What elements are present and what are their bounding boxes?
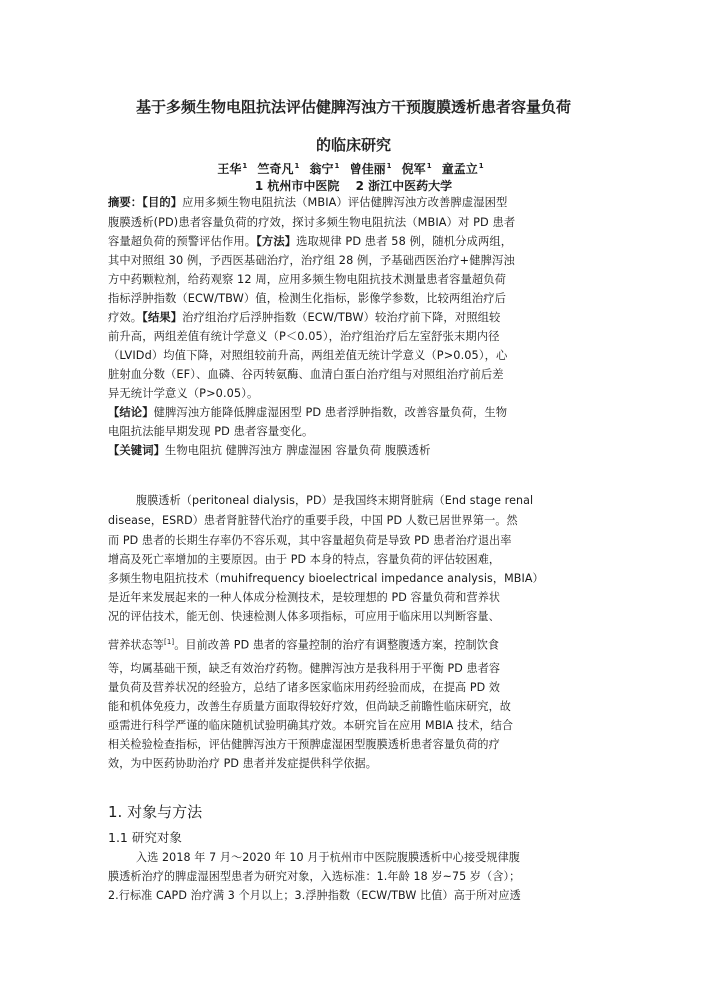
section-body-line: 2.行标准 CAPD 治疗满 3 个月以上；3.浮肿指数（ECW/TBW 比值）高于所对应透 (108, 889, 521, 902)
citation-ref: [1] (163, 638, 175, 646)
intro-line: 是近年来发展起来的一种人体成分检测技术，是较理想的 PD 容量负荷和营养状 (108, 591, 501, 604)
author-affil-mark: 1 (294, 162, 300, 170)
author-name: 王华 (217, 162, 242, 176)
section-body-line: 膜透析治疗的脾虚湿困型患者为研究对象，入选标准：1.年龄 18 岁~75 岁（含）； (108, 870, 521, 883)
section-heading: 1. 对象与方法 (108, 803, 203, 821)
author-affil-mark: 1 (242, 162, 248, 170)
keywords-line: 【关键词】生物电阻抗 健脾泻浊方 脾虚湿困 容量负荷 腹膜透析 (108, 444, 431, 457)
abstract-label: 摘要：【目的】 (108, 196, 183, 209)
intro-line: 量负荷及营养状况的经验方，总结了诸多医家临床用药经验而成，在提高 PD 效 (108, 681, 501, 694)
intro-line: 多频生物电阻抗技术（muhifrequency bioelectrical impedance analysis，MBIA） (108, 572, 544, 585)
intro-line: 腹膜透析（peritoneal dialysis，PD）是我国终末期肾脏病（End stage renal (136, 494, 534, 507)
abstract-line: 容量超负荷的预警评估作用。【方法】选取规律 PD 患者 58 例，随机分成两组， (108, 235, 513, 248)
author-name: 童孟立 (441, 162, 478, 176)
abstract-line: 方中药颗粒剂，给药观察 12 周，应用多频生物电阻抗技术测量患者容量超负荷 (108, 273, 507, 286)
intro-line: 等，均属基础干预，缺乏有效治疗药物。健脾泻浊方是我科用于平衡 PD 患者容 (108, 662, 501, 675)
results-label: 【结果】 (142, 311, 183, 324)
author-name: 曾佳丽 (349, 162, 386, 176)
author-name: 倪军 (401, 162, 426, 176)
abstract-line: 前升高，两组差值有统计学意义（P＜0.05），治疗组治疗后左室舒张末期内径 (108, 330, 500, 343)
intro-line: disease，ESRD）患者肾脏替代治疗的重要手段，中国 PD 人数已居世界第一。然 (108, 514, 518, 527)
intro-line: 营养状态等[1]。目前改善 PD 患者的容量控制的治疗有调整腹透方案，控制饮食 (108, 638, 500, 652)
author-name: 竺奇凡 (257, 162, 294, 176)
author-affil-mark: 1 (386, 162, 392, 170)
abstract-line: 疗效。【结果】治疗组治疗后浮肿指数（ECW/TBW）较治疗前下降，对照组较 (108, 311, 501, 324)
intro-line: 而 PD 患者的长期生存率仍不容乐观，其中容量超负荷是导致 PD 患者治疗退出率 (108, 534, 512, 547)
abstract-line: 其中对照组 30 例，予西医基础治疗，治疗组 28 例，予基础西医治疗+健脾泻浊 (108, 254, 515, 267)
affiliations (60, 177, 647, 194)
abstract-line: 【结论】健脾泻浊方能降低脾虚湿困型 PD 患者浮肿指数，改善容量负荷，生物 (108, 406, 508, 419)
abstract-line: 脏射血分数（EF）、血磷、谷丙转氨酶、血清白蛋白治疗组与对照组治疗前后差 (108, 368, 504, 381)
abstract-line: 电阻抗法能早期发现 PD 患者容量变化。 (108, 425, 314, 438)
affiliation: 1 杭州市中医院 (254, 179, 340, 193)
abstract-line: 指标浮肿指数（ECW/TBW）值，检测生化指标，影像学参数，比较两组治疗后 (108, 292, 507, 305)
abstract-line: 摘要：【目的】应用多频生物电阻抗法（MBIA）评估健脾泻浊方改善脾虚湿困型 (108, 196, 508, 209)
intro-line: 相关检验检查指标，评估健脾泻浊方干预脾虚湿困型腹膜透析患者容量负荷的疗 (108, 738, 500, 751)
paper-title-line2: 的临床研究 (315, 136, 391, 154)
keywords-label: 【关键词】 (108, 444, 165, 457)
author-affil-mark: 1 (426, 162, 432, 170)
author-affil-mark: 1 (334, 162, 340, 170)
abstract-line: 腹膜透析(PD)患者容量负荷的疗效，探讨多频生物电阻抗法（MBIA）对 PD 患者 (108, 216, 516, 229)
methods-label: 【方法】 (256, 235, 297, 248)
intro-line: 增高及死亡率增加的主要原因。由于 PD 本身的特点，容量负荷的评估较困难， (108, 553, 501, 566)
intro-line: 效，为中医药协助治疗 PD 患者并发症提供科学依据。 (108, 757, 377, 770)
intro-line: 况的评估技术，能无创、快速检测人体多项指标，可应用于临床用以判断容量、 (108, 610, 500, 623)
intro-line: 能和机体免疫力，改善生存质量方面取得较好疗效，但尚缺乏前瞻性临床研究，故 (108, 700, 511, 713)
abstract-line: 异无统计学意义（P>0.05）。 (108, 387, 259, 400)
abstract-line: （LVIDd）均值下降，对照组较前升高，两组差值无统计学意义（P>0.05），心 (108, 349, 508, 362)
affiliation: 2 浙江中医药大学 (355, 179, 453, 193)
section-body-line: 入选 2018 年 7 月～2020 年 10 月于杭州市中医院腹膜透析中心接受规律腹 (136, 851, 520, 864)
author-affil-mark: 1 (478, 162, 484, 170)
subsection-heading: 1.1 研究对象 (108, 830, 182, 845)
author-name: 翁宁 (309, 162, 334, 176)
author-list (60, 160, 647, 177)
conclusion-label: 【结论】 (108, 406, 154, 419)
intro-line: 亟需进行科学严谨的临床随机试验明确其疗效。本研究旨在应用 MBIA 技术，结合 (108, 719, 514, 732)
paper-title-line1: 基于多频生物电阻抗法评估健脾泻浊方干预腹膜透析患者容量负荷 (135, 98, 571, 116)
